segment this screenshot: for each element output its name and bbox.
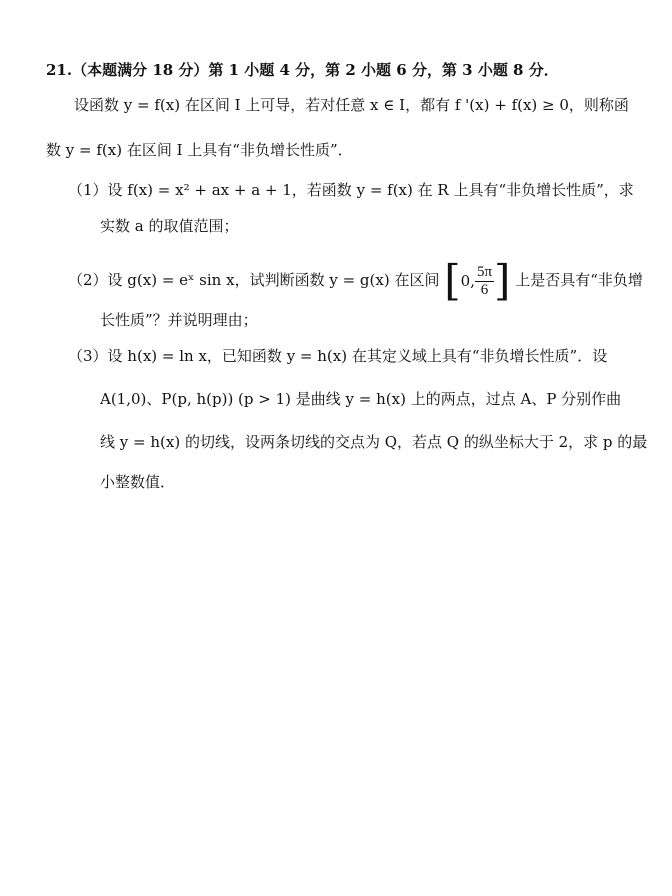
intro-line-2: 数 y = f(x) 在区间 I 上具有“非负增长性质”． [46, 141, 353, 159]
part1-line-2: 实数 a 的取值范围； [100, 217, 239, 235]
interval-fraction [475, 264, 494, 299]
part2-text-after-interval: 上是否具有“非负增 [515, 271, 643, 289]
fraction-numerator: 5π [476, 263, 493, 280]
intro-line-1: 设函数 y = f(x) 在区间 I 上可导，若对任意 x ∈ I，都有 f '(x) + f(x) ≥ 0，则称函 [74, 96, 629, 114]
part1-line-1: （1）设 f(x) = x² + ax + a + 1，若函数 y = f(x) 在 R 上具有“非负增长性质”，求 [68, 181, 634, 199]
right-bracket: ] [494, 256, 511, 305]
fraction-denominator: 6 [480, 281, 489, 298]
part3-line-1: （3）设 h(x) = ln x，已知函数 y = h(x) 在其定义域上具有“非负增长性质”．设 [68, 347, 608, 365]
part2-line-1 [68, 258, 643, 303]
part3-line-4: 小整数值． [100, 473, 176, 491]
part2-text-before-interval: （2）设 g(x) = eˣ sin x，试判断函数 y = g(x) 在区间 [68, 271, 440, 289]
interval-left: 0, [460, 272, 475, 290]
part2-line-2: 长性质”？并说明理由； [100, 311, 258, 329]
part3-line-2: A(1,0)、P(p, h(p)) (p > 1) 是曲线 y = h(x) 上的两点，过点 A、P 分别作曲 [100, 390, 622, 408]
part3-line-3: 线 y = h(x) 的切线，设两条切线的交点为 Q，若点 Q 的纵坐标大于 2，求 p 的最 [100, 433, 648, 451]
problem-header: 21.（本题满分 18 分）第 1 小题 4 分，第 2 小题 6 分，第 3 小题 8 分． [46, 61, 559, 79]
left-bracket: [ [444, 256, 461, 305]
